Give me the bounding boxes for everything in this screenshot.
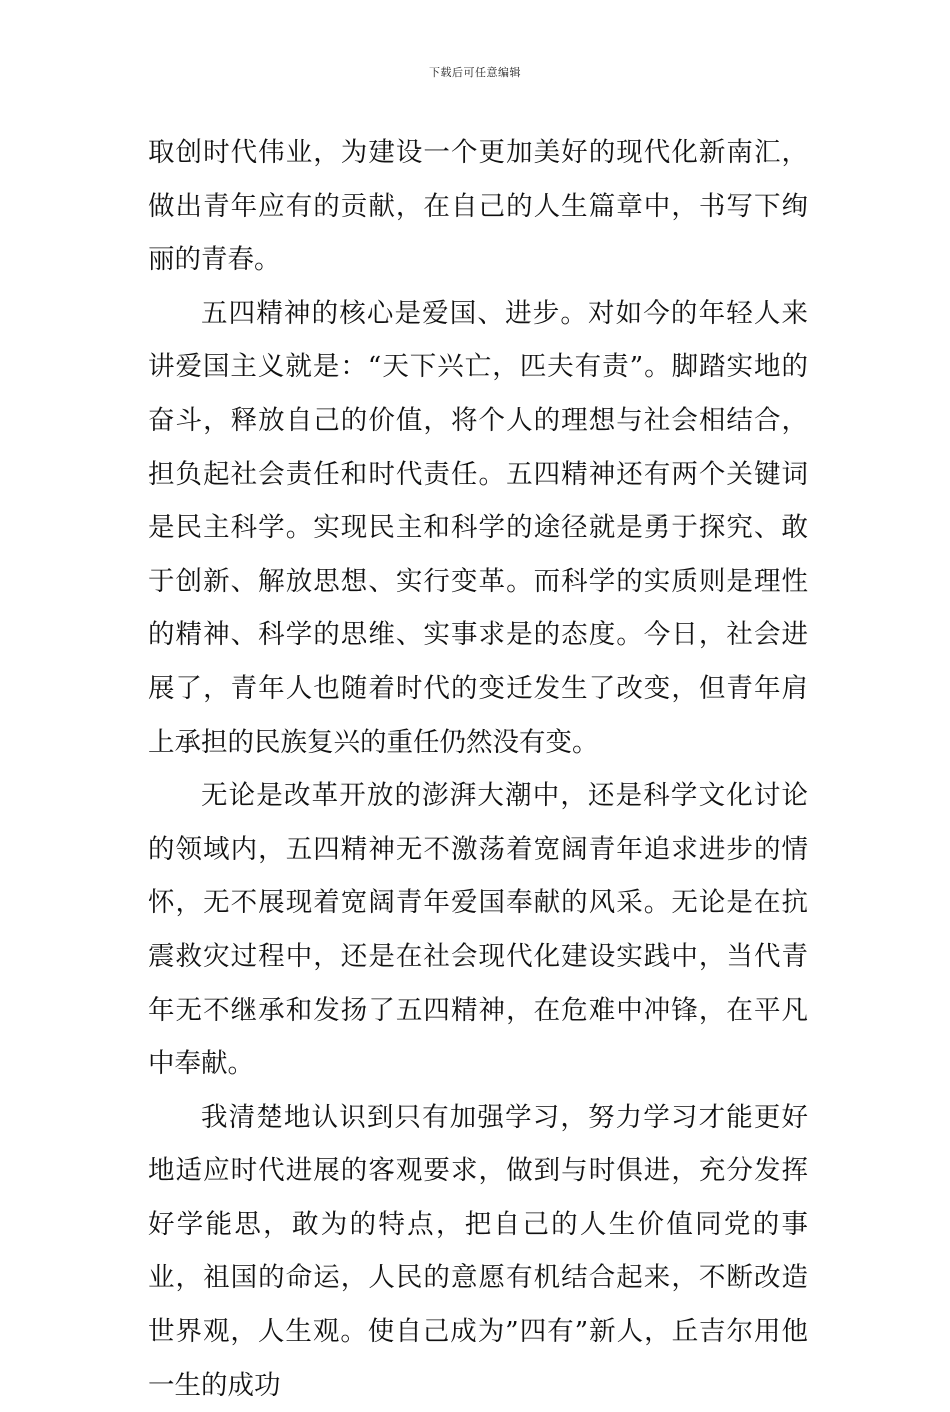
paragraph-may-fourth-core: 五四精神的核心是爱国、进步。对如今的年轻人来讲爱国主义就是：“天下兴亡，匹夫有责”。脚踏实地的奋斗，释放自己的价值，将个人的理想与社会相结合，担负起社会责任和时代责任。五四精神还有两个关键词是民主科学。实现民主和科学的途径就是勇于探究、敢于创新、解放思想、实行变革。而科学的实质则是理性的精神、科学的思维、实事求是的态度。今日，社会进展了，青年人也随着时代的变迁发生了改变，但青年肩上承担的民族复兴的重任仍然没有变。 <box>148 297 808 758</box>
document-body <box>148 126 808 1412</box>
paragraph-personal-reflection: 我清楚地认识到只有加强学习，努力学习才能更好地适应时代进展的客观要求，做到与时俱进，充分发挥好学能思，敢为的特点，把自己的人生价值同党的事业，祖国的命运，人民的意愿有机结合起来，不断改造世界观，人生观。使自己成为”四有”新人，丘吉尔用他一生的成功 <box>148 1101 808 1401</box>
paragraph-continuation: 取创时代伟业，为建设一个更加美好的现代化新南汇，做出青年应有的贡献，在自己的人生篇章中，书写下绚丽的青春。 <box>148 137 808 276</box>
page-header-note: 下载后可任意编辑 <box>429 66 521 79</box>
paragraph-reform-era: 无论是改革开放的澎湃大潮中，还是科学文化讨论的领域内，五四精神无不激荡着宽阔青年追求进步的情怀，无不展现着宽阔青年爱国奉献的风采。无论是在抗震救灾过程中，还是在社会现代化建设实践中，当代青年无不继承和发扬了五四精神，在危难中冲锋，在平凡中奉献。 <box>148 780 808 1080</box>
